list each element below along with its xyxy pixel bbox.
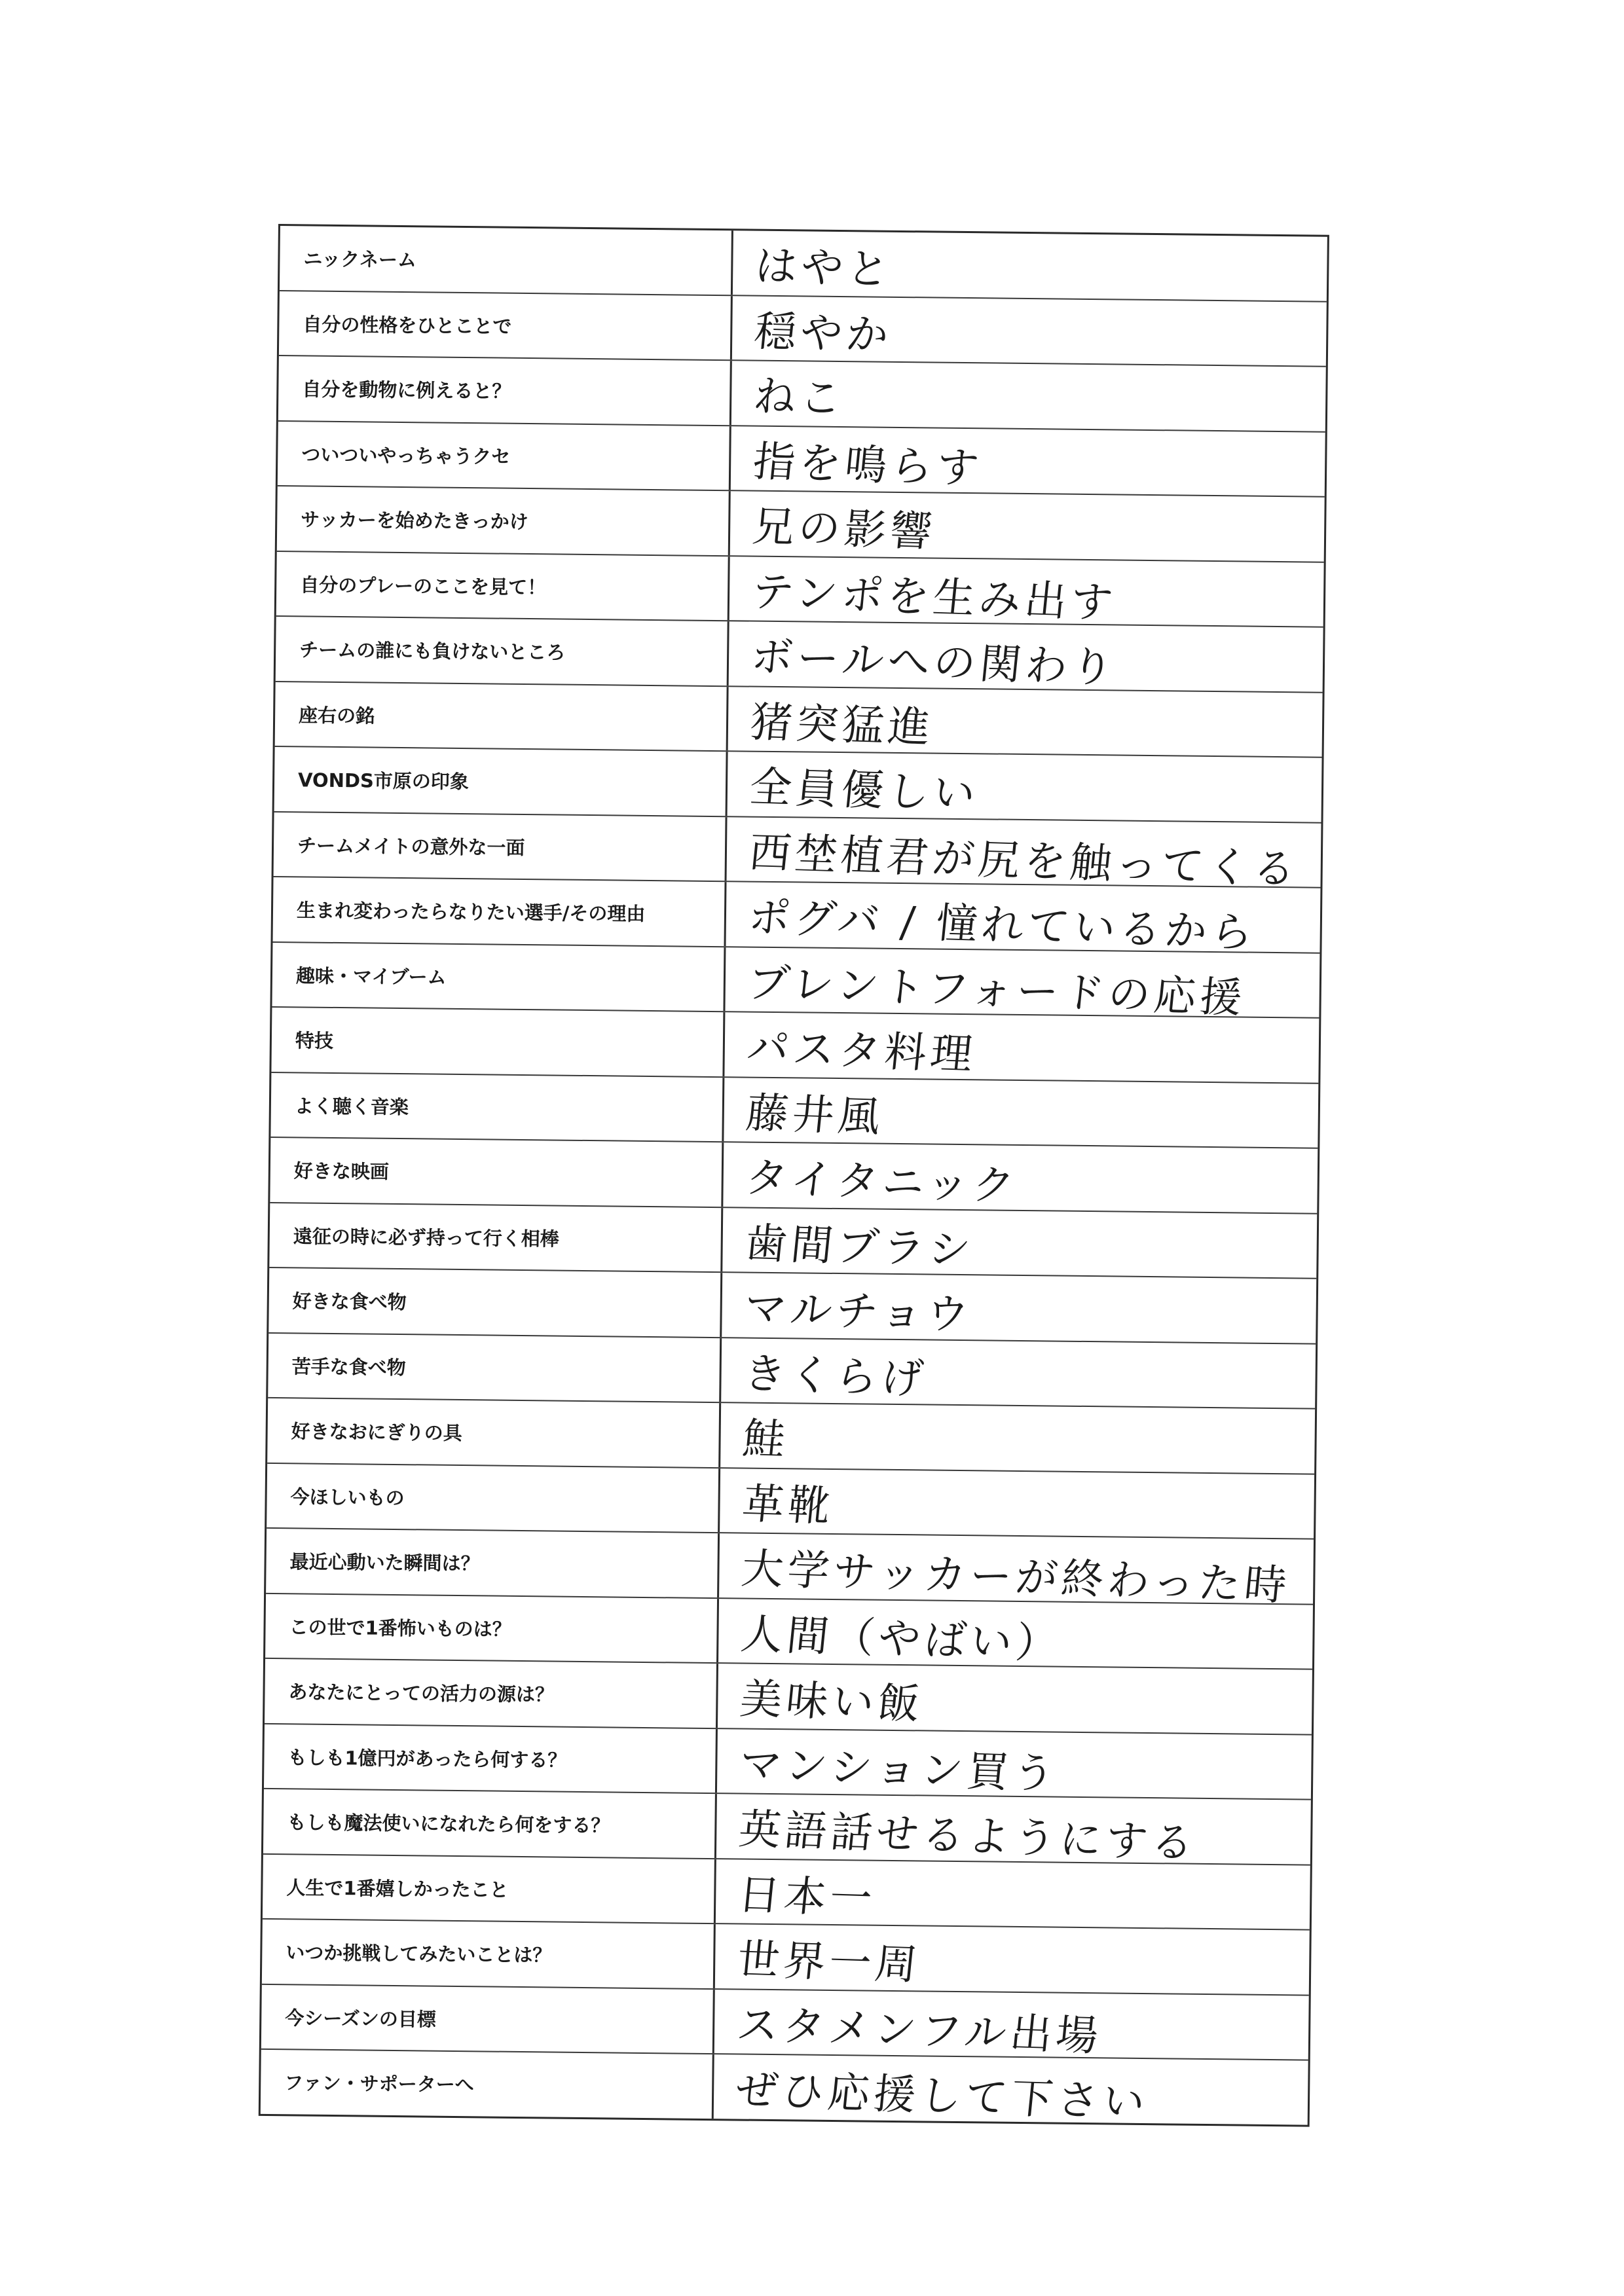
question-cell — [266, 1529, 720, 1597]
table-row — [273, 877, 1321, 958]
answer-cell — [718, 1599, 1313, 1669]
handwritten-answer: 人間（やばい） — [738, 1610, 1064, 1669]
question-label: 今シーズンの目標 — [285, 2007, 437, 2031]
question-label: 好きな映画 — [293, 1159, 390, 1184]
handwritten-answer: きくらげ — [741, 1349, 930, 1404]
table-row — [261, 2050, 1308, 2128]
handwritten-answer: ボールへの関わり — [748, 632, 1120, 693]
question-cell — [263, 1855, 716, 1923]
handwritten-answer: 英語話せるようにする — [736, 1805, 1200, 1868]
handwritten-answer: 歯間ブラシ — [742, 1219, 977, 1275]
question-label: 遠征の時に必ず持って行く相棒 — [293, 1225, 559, 1250]
question-cell — [276, 617, 729, 685]
handwritten-answer: 日本一 — [735, 1870, 878, 1923]
question-cell — [270, 1138, 724, 1207]
question-label: チームの誰にも負けないところ — [299, 638, 566, 664]
handwritten-answer: 世界一周 — [735, 1935, 923, 1990]
question-cell — [267, 1398, 721, 1467]
answer-cell — [716, 1859, 1310, 1929]
handwritten-answer: ブレントフォードの応援 — [745, 958, 1249, 1023]
answer-cell — [733, 230, 1327, 301]
question-cell — [261, 2050, 714, 2119]
answer-cell — [727, 817, 1321, 894]
question-cell — [276, 552, 730, 621]
table-row — [262, 1920, 1310, 1995]
question-cell — [268, 1268, 722, 1337]
table-row — [270, 1138, 1318, 1214]
answer-cell — [718, 1664, 1312, 1734]
handwritten-answer: マルチョウ — [741, 1284, 975, 1340]
question-label: 生まれ変わったらなりたい選手/その理由 — [296, 899, 646, 926]
answer-cell — [722, 1273, 1316, 1343]
question-label: 特技 — [295, 1029, 334, 1053]
question-cell — [278, 356, 732, 425]
question-label: 好きなおにぎりの具 — [291, 1420, 462, 1445]
handwritten-answer: テンポを生み出す — [749, 568, 1119, 628]
question-cell — [263, 1789, 717, 1858]
handwritten-answer: 革靴 — [739, 1480, 837, 1531]
table-row — [278, 422, 1325, 498]
table-row — [267, 1398, 1315, 1474]
question-label: 人生で1番嬉しかったこと — [286, 1876, 509, 1901]
question-cell — [272, 943, 726, 1011]
question-cell — [270, 1073, 724, 1142]
question-cell — [261, 1985, 715, 2054]
question-cell — [278, 422, 731, 490]
table-row — [261, 1985, 1309, 2061]
table-row — [277, 486, 1325, 562]
handwritten-answer: パスタ料理 — [745, 1023, 979, 1080]
question-label: 座右の銘 — [298, 703, 375, 727]
answer-cell — [731, 426, 1325, 496]
table-row — [276, 552, 1324, 628]
table-row — [272, 943, 1320, 1023]
answer-cell — [719, 1533, 1314, 1611]
profile-questionnaire-table — [259, 224, 1329, 2127]
question-cell — [271, 1008, 725, 1076]
question-label: あなたにとっての活力の源は？ — [288, 1681, 555, 1706]
handwritten-answer: タイタニック — [743, 1154, 1021, 1211]
handwritten-answer: 猪突猛進 — [748, 698, 936, 752]
question-label: ファン・サポーターへ — [284, 2071, 474, 2096]
question-cell — [274, 812, 728, 881]
answer-cell — [714, 2055, 1308, 2128]
answer-cell — [720, 1403, 1315, 1473]
handwritten-answer: 鮭 — [740, 1414, 792, 1465]
question-cell — [279, 291, 733, 360]
answer-cell — [717, 1729, 1312, 1799]
question-label: チームメイトの意外な一面 — [297, 833, 525, 859]
handwritten-answer: 指を鳴らす — [750, 437, 985, 494]
question-cell — [262, 1920, 716, 1988]
answer-cell — [729, 556, 1324, 627]
table-row — [270, 1073, 1318, 1149]
question-label: ついついやっちゃうクセ — [301, 443, 511, 468]
answer-cell — [721, 1338, 1316, 1408]
question-label: ニックネーム — [303, 247, 417, 272]
answer-cell — [732, 296, 1327, 366]
table-row — [274, 747, 1322, 823]
handwritten-answer: 西埜植君が尻を触ってくる — [747, 828, 1302, 894]
table-row — [280, 226, 1327, 302]
question-label: この世で1番怖いものは？ — [289, 1616, 511, 1641]
question-label: よく聴く音楽 — [294, 1095, 409, 1118]
question-cell — [273, 877, 727, 946]
table-row — [268, 1334, 1316, 1410]
question-label: 自分のプレーのここを見て！ — [300, 573, 547, 598]
question-label: もしも魔法使いになれたら何をする？ — [287, 1811, 610, 1837]
question-label: 好きな食べ物 — [292, 1290, 407, 1314]
table-row — [276, 617, 1323, 693]
table-row — [274, 812, 1321, 894]
question-label: 趣味・マイブーム — [295, 964, 447, 989]
question-cell — [267, 1464, 720, 1533]
handwritten-answer: 兄の影響 — [750, 502, 938, 557]
question-cell — [268, 1334, 722, 1402]
table-row — [265, 1659, 1312, 1735]
handwritten-answer: 全員優しい — [747, 763, 982, 819]
answer-cell — [730, 491, 1325, 561]
table-row — [278, 356, 1326, 432]
question-cell — [274, 747, 728, 816]
handwritten-answer: スタメンフル出場 — [734, 2001, 1105, 2061]
question-cell — [277, 486, 731, 555]
table-row — [268, 1268, 1316, 1344]
question-label: もしも1億円があったら何する？ — [287, 1746, 567, 1772]
question-cell — [269, 1203, 723, 1272]
question-label: 今ほしいもの — [290, 1485, 405, 1509]
answer-cell — [716, 1795, 1311, 1868]
question-label: 自分の性格をひとことで — [303, 312, 512, 338]
question-cell — [264, 1724, 718, 1793]
answer-cell — [715, 1925, 1310, 1995]
table-row — [267, 1464, 1314, 1540]
table-row — [264, 1724, 1312, 1800]
question-cell — [275, 682, 729, 751]
question-label: サッカーを始めたきっかけ — [301, 508, 528, 534]
table-row — [279, 291, 1327, 367]
question-label: 最近心動いた瞬間は？ — [289, 1550, 480, 1575]
answer-cell — [729, 621, 1323, 691]
table-row — [263, 1855, 1310, 1931]
question-cell — [265, 1659, 718, 1728]
handwritten-answer: 穏やか — [752, 307, 895, 360]
answer-cell — [728, 752, 1322, 822]
handwritten-answer: ポグバ / 憧れているから — [746, 893, 1259, 958]
table-row — [271, 1008, 1319, 1084]
answer-cell — [722, 1208, 1317, 1278]
handwritten-answer: はやと — [752, 242, 896, 295]
table-row — [263, 1789, 1311, 1868]
question-cell — [265, 1594, 719, 1663]
answer-cell — [728, 687, 1323, 757]
answer-cell — [723, 1142, 1318, 1212]
answer-cell — [731, 361, 1326, 431]
handwritten-answer: 美味い飯 — [737, 1675, 927, 1730]
question-label: いつか挑戦してみたいことは？ — [286, 1941, 552, 1967]
handwritten-answer: マンション買う — [737, 1740, 1061, 1799]
handwritten-answer: ぜひ応援して下さい — [733, 2066, 1151, 2128]
table-row — [269, 1203, 1317, 1279]
handwritten-answer: 藤井風 — [744, 1089, 887, 1142]
answer-cell — [720, 1468, 1314, 1539]
question-label: VONDS市原の印象 — [297, 769, 470, 793]
handwritten-answer: ねこ — [751, 372, 848, 424]
question-label: 苦手な食べ物 — [291, 1355, 406, 1379]
answer-cell — [725, 947, 1320, 1023]
answer-cell — [726, 882, 1320, 958]
question-label: 自分を動物に例えると？ — [302, 378, 511, 403]
table-row — [266, 1529, 1314, 1611]
answer-cell — [724, 1078, 1318, 1148]
table-row — [265, 1594, 1313, 1670]
question-cell — [280, 226, 733, 295]
handwritten-answer: 大学サッカーが終わった時 — [739, 1544, 1293, 1611]
answer-cell — [724, 1012, 1319, 1082]
table-row — [275, 682, 1323, 758]
answer-cell — [714, 1990, 1309, 2060]
